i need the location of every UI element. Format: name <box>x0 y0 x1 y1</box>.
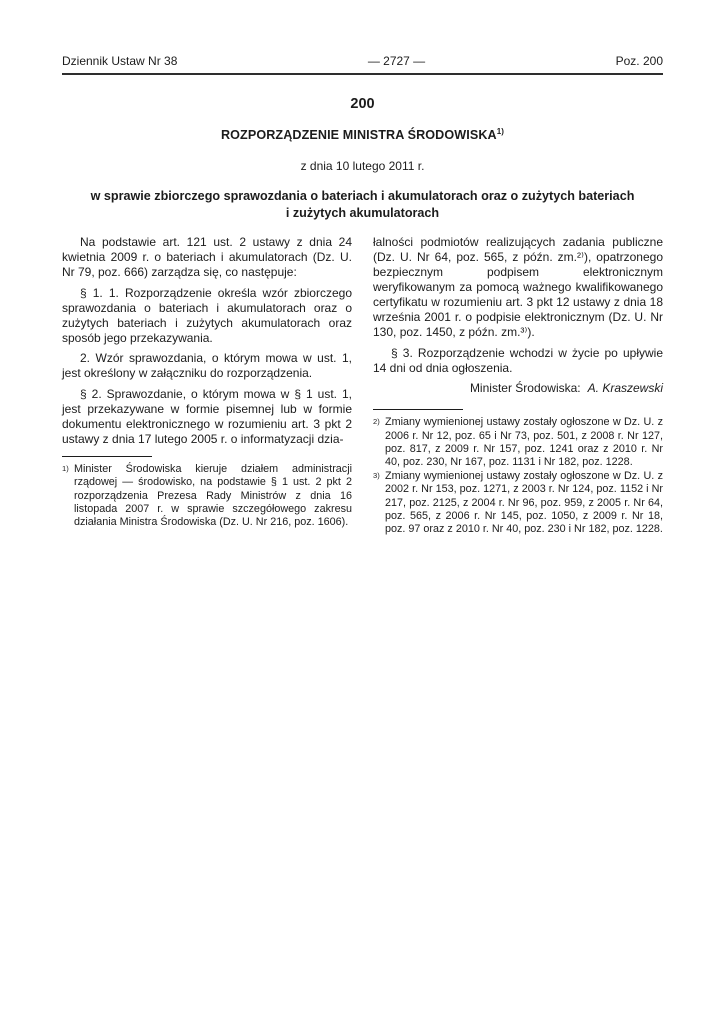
body-paragraph: łalności podmiotów realizujących zadania publiczne (Dz. U. Nr 64, poz. 565, z późn. zm.²⁾), opatrzonego bezpiecznym podpisem elektronicznym weryfikowanym za pomocą ważnego kwalifikowanego certyfikatu w rozumieniu art. 3 pkt 12 ustawy z dnia 18 września 2001 r. o podpisie elektronicznym (Dz. U. Nr 130, poz. 1450, z późn. zm.³⁾). <box>373 235 663 340</box>
footnote-separator <box>62 456 152 457</box>
header-rule <box>62 73 663 75</box>
act-title <box>62 127 663 142</box>
act-subject-line: i zużytych akumulatorach <box>285 205 440 220</box>
left-paragraphs <box>62 235 352 447</box>
footnote <box>373 470 663 537</box>
footnote-ref-1: 1) <box>496 127 505 136</box>
footnote-text: Zmiany wymienionej ustawy zostały ogłoszone w Dz. U. z 2002 r. Nr 153, poz. 1271, z 2003 r. Nr 124, poz. 1152 i Nr 217, poz. 2125, z 2004 r. Nr 96, poz. 959, z 2005 r. Nr 64, poz. 565, z 2006 r. Nr 145, poz. 1050, z 2009 r. Nr 18, poz. 97 oraz z 2010 r. Nr 40, poz. 230 i Nr 182, poz. 1228. <box>385 469 663 536</box>
left-footnotes <box>62 463 352 530</box>
signature-label: Minister Środowiska: <box>469 381 581 396</box>
act-date: z dnia 10 lutego 2011 r. <box>300 159 425 174</box>
page-number: — 2727 — <box>367 54 426 68</box>
footnote-marker: 1) <box>62 463 69 473</box>
right-column <box>373 235 663 537</box>
footnote <box>373 416 663 470</box>
act-title-text: ROZPORZĄDZENIE MINISTRA ŚRODOWISKA <box>220 128 497 143</box>
journal-name: Dziennik Ustaw Nr 38 <box>62 54 178 68</box>
footnote <box>62 463 352 530</box>
signature-name: A. Kraszewski <box>587 381 663 396</box>
body-paragraph: 2. Wzór sprawozdania, o którym mowa w ust. 1, jest określony w załączniku do rozporządzenia. <box>62 351 352 381</box>
act-subject <box>62 188 663 221</box>
page-header <box>62 54 663 68</box>
left-column <box>62 235 352 537</box>
footnote-separator <box>373 409 463 410</box>
body-paragraph: Na podstawie art. 121 ust. 2 ustawy z dnia 24 kwietnia 2009 r. o bateriach i akumulatorach (Dz. U. Nr 79, poz. 666) zarządza się, co następuje: <box>62 235 352 280</box>
right-paragraphs <box>373 235 663 376</box>
right-footnotes <box>373 416 663 537</box>
act-subject-line: w sprawie zbiorczego sprawozdania o bateriach i akumulatorach oraz o zużytych bateriach <box>90 189 635 204</box>
two-column-body <box>62 235 663 537</box>
position-number: Poz. 200 <box>615 54 663 68</box>
footnote-text: Zmiany wymienionej ustawy zostały ogłoszone w Dz. U. z 2006 r. Nr 12, poz. 65 i Nr 73, poz. 501, z 2008 r. Nr 127, poz. 817, z 2009 r. Nr 157, poz. 1241 oraz z 2010 r. Nr 40, poz. 230, Nr 167, poz. 1131 i Nr 182, poz. 1228. <box>385 416 663 469</box>
signature-line <box>373 381 663 396</box>
body-paragraph: § 3. Rozporządzenie wchodzi w życie po upływie 14 dni od dnia ogłoszenia. <box>373 345 663 375</box>
body-paragraph: § 1. 1. Rozporządzenie określa wzór zbiorczego sprawozdania o bateriach i akumulatorach oraz o zużytych bateriach i zużytych akumulatorach oraz sposób jego przekazywania. <box>62 285 352 345</box>
footnote-marker: 3) <box>373 470 380 480</box>
act-number: 200 <box>350 96 375 112</box>
body-paragraph: § 2. Sprawozdanie, o którym mowa w § 1 ust. 1, jest przekazywane w formie pisemnej lub w formie dokumentu elektronicznego w rozumieniu art. 3 pkt 2 ustawy z dnia 17 lutego 2005 r. o informatyzacji dzia- <box>62 386 352 446</box>
footnote-marker: 2) <box>373 417 380 427</box>
footnote-text: Minister Środowiska kieruje działem administracji rządowej — środowisko, na podstawie § 1 ust. 2 pkt 2 rozporządzenia Prezesa Rady Ministrów z dnia 16 listopada 2007 r. w sprawie szczegółowego zakresu działania Ministra Środowiska (Dz. U. Nr 216, poz. 1606). <box>74 462 352 529</box>
